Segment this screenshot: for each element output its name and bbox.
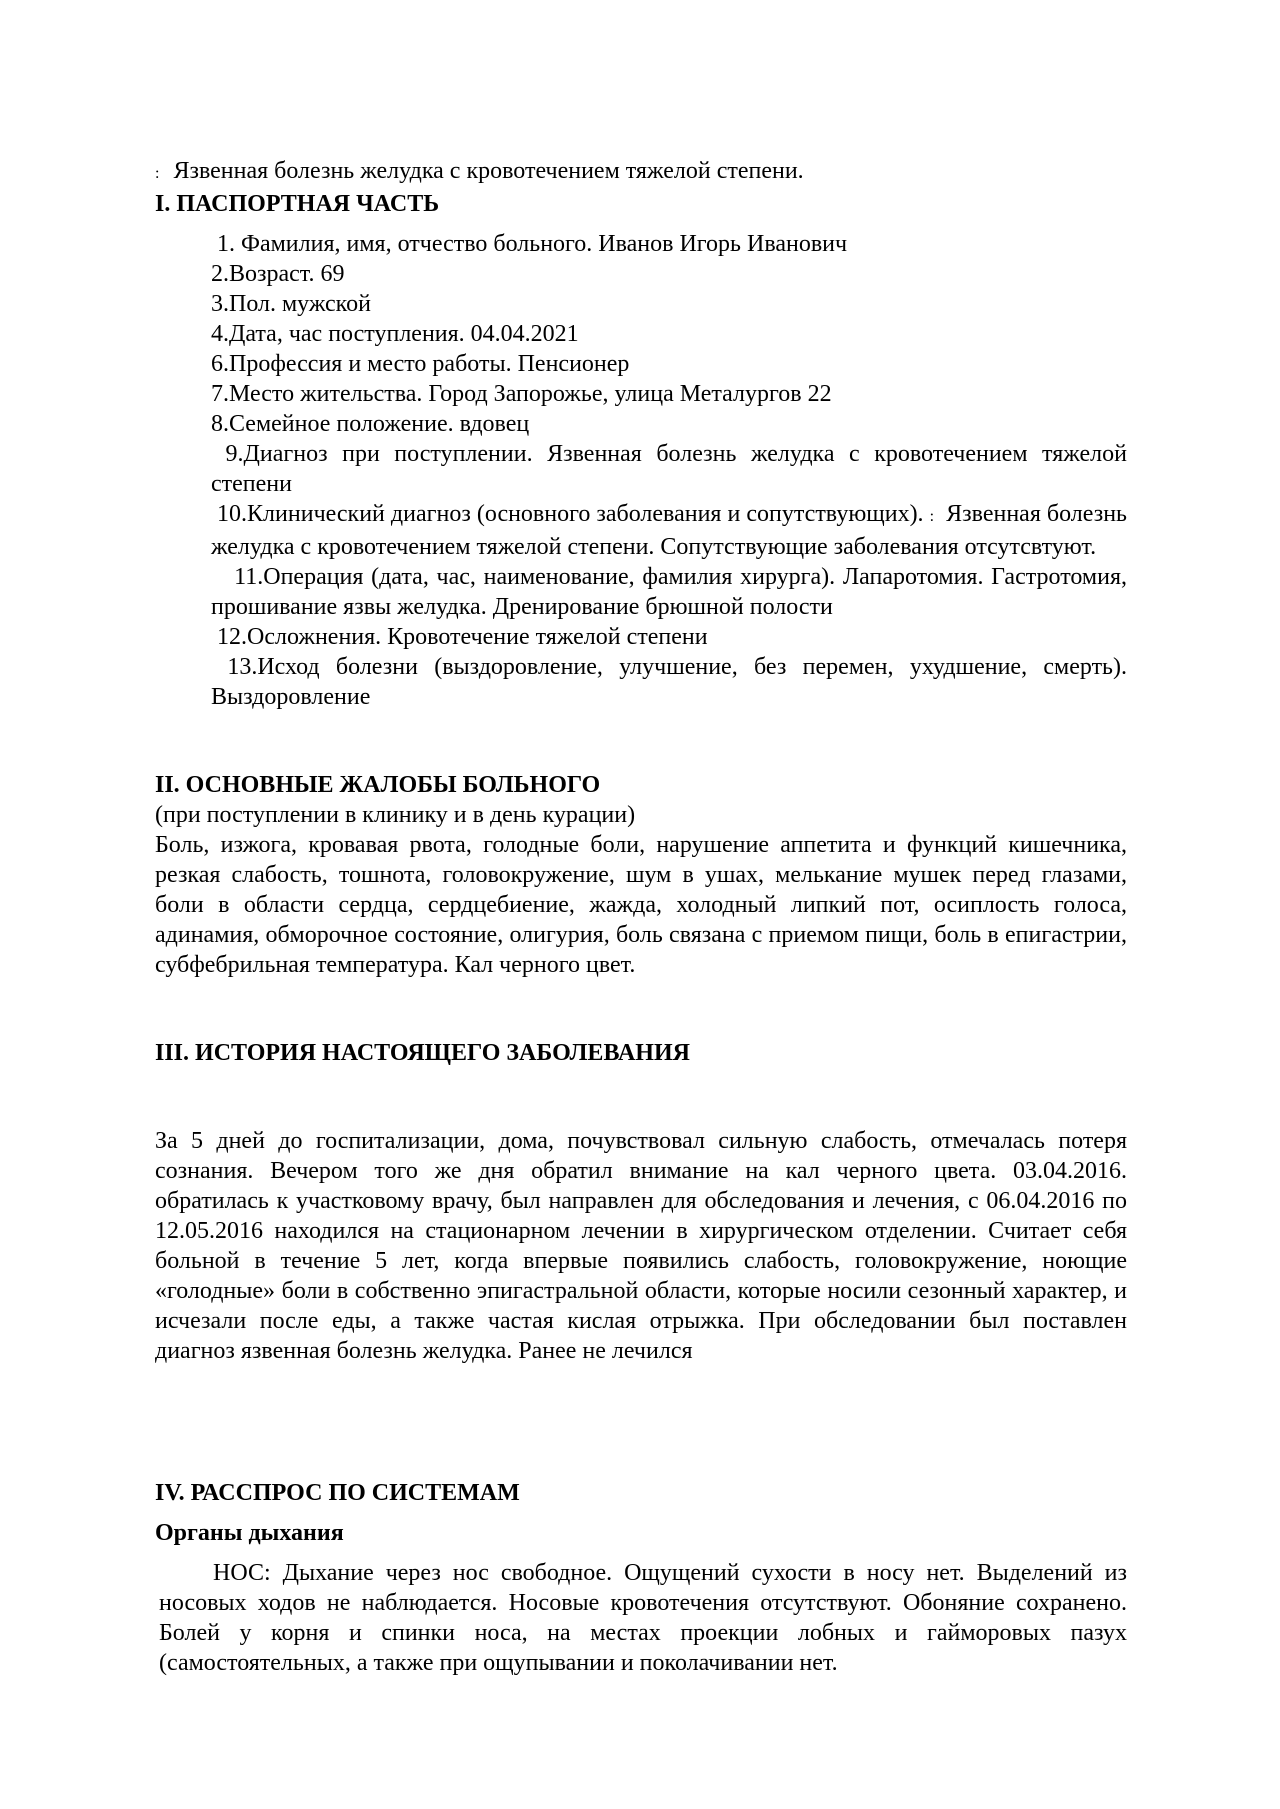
passport-item-10 [211, 499, 1133, 562]
respiratory-block [155, 1558, 1127, 1678]
passport-item-13: 13.Исход болезни (выздоровление, улучшение, без перемен, ухудшение, смерть). Выздоровление [211, 654, 1133, 710]
passport-list [155, 229, 1133, 712]
spacer [155, 1068, 1127, 1126]
section-3-body: За 5 дней до госпитализации, дома, почувствовал сильную слабость, отмечалась потеря сознания. Вечером того же дня обратил внимание на кал черного цвета. 03.04.2016. обратилась к участковому врачу, был направлен для обследования и лечения, с 06.04.2016 по 12.05.2016 находился на стационарном лечении в хирургическом отделении. Считает себя больной в течение 5 лет, когда впервые появились слабость, головокружение, ноющие «голодные» боли в собственно эпигастральной области, которые носили сезонный характер, и исчезали после еды, а также частая кислая отрыжка. При обследовании был поставлен диагноз язвенная болезнь желудка. Ранее не лечился [155, 1128, 1127, 1364]
passport-item-2: 2.Возраст. 69 [211, 261, 345, 287]
intro-text: Язвенная болезнь желудка с кровотечением тяжелой степени. [173, 158, 804, 184]
passport-item-10-tail: Язвенная болезнь желудка с кровотечением тяжелой степени. Сопутствующие заболевания отсутсвтуют. [211, 501, 1133, 560]
intro-colon: : [155, 165, 160, 182]
passport-item-3: 3.Пол. мужской [211, 291, 371, 317]
section-2-title: II. ОСНОВНЫЕ ЖАЛОБЫ БОЛЬНОГО [155, 772, 601, 798]
section-2-body: Боль, изжога, кровавая рвота, голодные боли, нарушение аппетита и функций кишечника, резкая слабость, тошнота, головокружение, шум в ушах, мелькание мушек перед глазами, боли в области сердца, сердцебиение, жажда, холодный липкий пот, осиплость голоса, адинамия, обморочное состояние, олигурия, боль связана с приемом пищи, боль в епигастрии, субфебрильная температура. Кал черного цвет. [155, 832, 1127, 978]
passport-item-12: 12.Осложнения. Кровотечение тяжелой степени [211, 624, 708, 650]
passport-item-8: 8.Семейное положение. вдовец [211, 411, 530, 437]
section-3-title: III. ИСТОРИЯ НАСТОЯЩЕГО ЗАБОЛЕВАНИЯ [155, 1040, 690, 1066]
passport-item-9: 9.Диагноз при поступлении. Язвенная болезнь желудка с кровотечением тяжелой степени [211, 441, 1133, 497]
passport-item-1: 1. Фамилия, имя, отчество больного. Иванов Игорь Иванович [211, 231, 848, 257]
section-2-subtitle: (при поступлении в клинику и в день курации) [155, 802, 636, 828]
spacer [155, 980, 1127, 1038]
section-1-title: I. ПАСПОРТНАЯ ЧАСТЬ [155, 191, 440, 217]
passport-item-10-lead: 10.Клинический диагноз (основного заболевания и сопутствующих). [211, 501, 930, 527]
passport-item-7: 7.Место жительства. Город Запорожье, улица Металургов 22 [211, 381, 832, 407]
passport-item-10-colon: : [929, 508, 935, 525]
spacer [155, 712, 1127, 770]
document-body [155, 156, 1133, 1678]
section-4-body: НОС: Дыхание через нос свободное. Ощущений сухости в носу нет. Выделений из носовых ходов не наблюдается. Носовые кровотечения отсутствуют. Обоняние сохранено. Болей у корня и спинки носа, на местах проекции лобных и гайморовых пазух (самостоятельных, а также при ощупывании и поколачивании нет. [159, 1560, 1127, 1676]
passport-item-4: 4.Дата, час поступления. 04.04.2021 [211, 321, 579, 347]
passport-item-6: 6.Профессия и место работы. Пенсионер [211, 351, 630, 377]
spacer [155, 1366, 1127, 1478]
section-4-subtitle: Органы дыхания [155, 1520, 344, 1546]
intro-line [155, 156, 1127, 189]
section-4-title: IV. РАССПРОС ПО СИСТЕМАМ [155, 1480, 520, 1506]
passport-item-11: 11.Операция (дата, час, наименование, фамилия хирурга). Лапаротомия. Гастротомия, прошивание язвы желудка. Дренирование брюшной полости [211, 564, 1133, 620]
